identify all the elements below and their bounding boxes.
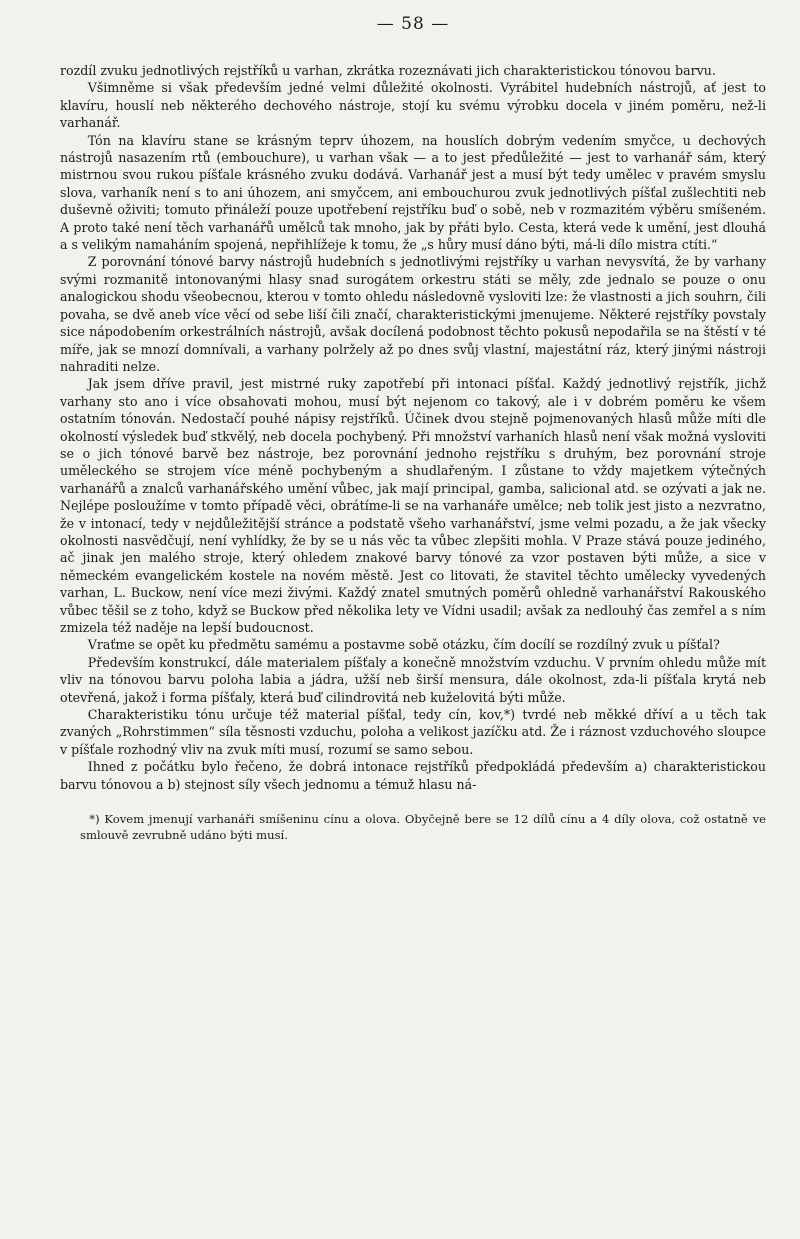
body-text	[60, 62, 766, 793]
paragraph-1: rozdíl zvuku jednotlivých rejstříků u varhan, zkrátka rozeznávati jich charakteristickou tónovou barvu.	[60, 63, 716, 78]
paragraph-7: Především konstrukcí, dále materialem píšťaly a konečně množstvím vzduchu. V prvním ohledu může mít vliv na tónovou barvu poloha labia a jádra, užší neb širší mensura, dále okolnost, zda-li píšťala krytá neb otevřená, jakož i forma píšťaly, která buď cilindrovitá neb kuželovitá býti může.	[60, 654, 766, 705]
footnotes	[60, 811, 766, 843]
paragraph-5: Jak jsem dříve pravil, jest mistrné ruky zapotřebí při intonaci píšťal. Každý jednotlivý rejstřík, jichž varhany sto ano i více obsahovati mohou, musí být nejenom co takový, ale i v dobrém poměru ke všem ostatním tónován. Nedostačí pouhé nápisy rejstříků. Účinek dvou stejně pojmenovaných hlasů může míti dle okolností výsledek buď stkvělý, neb docela pochybený. Při množství varhaních hlasů není však možná vysloviti se o jich tónové barvě bez nástroje, bez porovnání jednoho rejstříku s druhým, bez porovnání stroje uměleckého se strojem více méně pochybeným a shudlařeným. I zůstane to vždy majetkem výtečných varhanářů a znalců varhanářského umění vůbec, jak mají principal, gamba, salicional atd. se ozývati a jak ne. Nejlépe posloužíme v tomto případě věci, obrátíme-li se na varhanáře umělce; neb tolik jest jisto a nezvratno, že v intonací, tedy v nejdůležitější stránce a podstatě všeho varhanářství, jsme velmi pozadu, a že jak všecky okolnosti nasvědčují, není vyhlídky, že by se u nás věc ta vůbec zlepšiti mohla. V Praze stává pouze jediného, ač jinak jen malého stroje, který ohledem znakové barvy tónové za vzor postaven býti může, a sice v německém evangelickém kostele na novém městě. Jest co litovati, že stavitel těchto umělecky vyvedených varhan, L. Buckow, není více mezi živými. Každý znatel smutných poměrů ohledně varhanářství Rakouského vůbec těšil se z toho, když se Buckow před několika lety ve Vídni usadil; avšak za nedlouhý čas zemřel a s ním zmizela též naděje na lepší budoucnost.	[60, 376, 766, 635]
page-number: — 58 —	[376, 14, 450, 34]
paragraph-3: Tón na klavíru stane se krásným teprv úhozem, na houslích dobrým vedením smyčce, u dechových nástrojů nasazením rtů (embouchure), u varhan však — a to jest předůležité — jest to varhanář sám, který mistrnou svou rukou píšťale krásného zvuku dodává. Varhanář jest a musí být tedy umělec v pravém smyslu slova, varhaník není s to ani úhozem, ani smyčcem, ani embouchurou zvuk jednotlivých píšťal zušlechtiti neb duševně oživiti; tomuto přináleží pouze upotřebení rejstříku buď o sobě, neb v rozmazitém výběru smíšeném. A proto také není těch varhanářů umělců tak mnoho, jak by přáti bylo. Cesta, která vede k umění, jest dlouhá a s velikým namaháním spojená, nepřihlížeje k tomu, že „s hůry musí dáno býti, má-li dílo mistra ctíti.“	[60, 132, 766, 253]
paragraph-4: Z porovnání tónové barvy nástrojů hudebních s jednotlivými rejstříky u varhan nevysvítá, že by varhany svými rozmanitě intonovanými hlasy snad surogátem orkestru státi se měly, zde jednalo se pouze o onu analogickou shodu všeobecnou, kterou v tomto ohledu následovně vysloviti lze: že vlastnosti a jich souhrn, čili povaha, se dvě aneb více věcí od sebe liší čili značí, charakteristickými jmenujeme. Některé rejstříky povstaly sice nápodobením orkestrálních nástrojů, avšak docílená podobnost těchto pokusů nepodařila se na štěstí v té míře, jak se mnozí domnívali, a varhany polržely až po dnes svůj vlastní, majestátní ráz, který jinými nástroji nahraditi nelze.	[60, 254, 766, 374]
footnote: *) Kovem jmenují varhanáři smíšeninu cínu a olova. Obyčejně bere se 12 dílů cínu a 4 díly olova, což ostatně ve smlouvě zevrubně udáno býti musí.	[80, 812, 766, 843]
paragraph-2: Všimněme si však především jedné velmi důležité okolnosti. Vyrábitel hudebních nástrojů, ať jest to klavíru, houslí neb některého dechového nástroje, stojí ku svému výrobku docela v jiném poměru, než-li varhanář.	[60, 80, 766, 131]
paragraph-6: Vraťme se opět ku předmětu samému a postavme sobě otázku, čím docílí se rozdílný zvuk u píšťal?	[87, 637, 720, 653]
paragraph-8: Charakteristiku tónu určuje též material píšťal, tedy cín, kov,*) tvrdé neb měkké dříví a u těch tak zvaných „Rohrstimmen“ síla těsnosti vzduchu, poloha a velikost jazíčku atd. Že i ráznost vzduchového sloupce v píšťale rozhodný vliv na zvuk míti musí, rozumí se samo sebou.	[60, 707, 766, 757]
paragraph-9: Ihned z počátku bylo řečeno, že dobrá intonace rejstříků předpokládá především a) charakteristickou barvu tónovou a b) stejnost síly všech jednomu a témuž hlasu ná-	[60, 759, 766, 792]
